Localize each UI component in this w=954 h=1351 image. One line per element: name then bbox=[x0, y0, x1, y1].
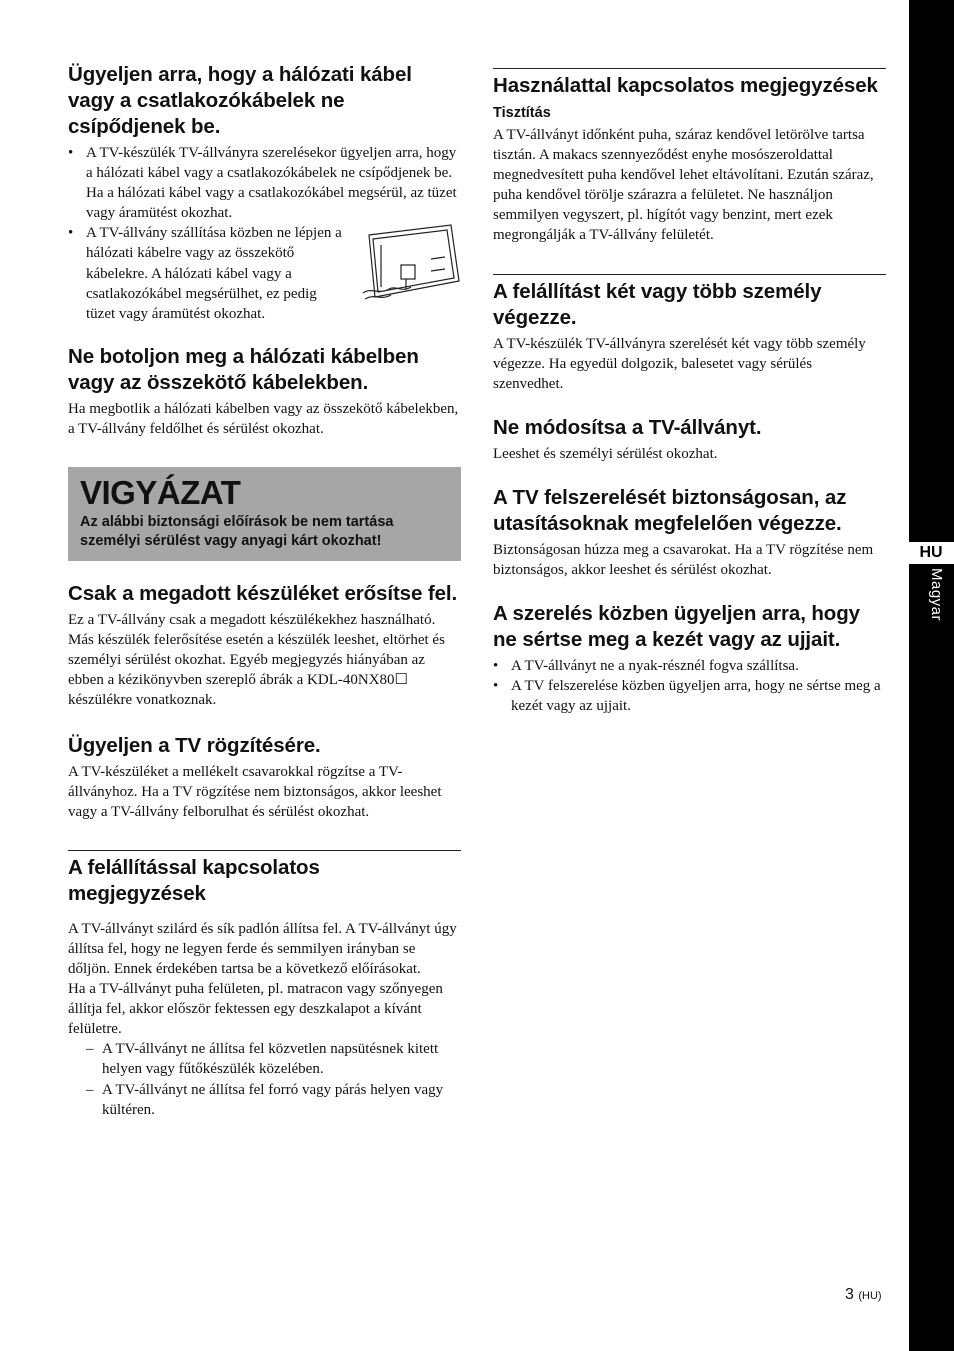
list-item: – A TV-állványt ne állítsa fel közvetlen napsütésnek kitett helyen vagy fűtőkészülék közelében. bbox=[86, 1039, 461, 1079]
language-name: Magyar bbox=[928, 568, 945, 622]
hand-injury-list bbox=[493, 656, 886, 716]
heading-safe-install: A TV felszerelését biztonságosan, az utasításoknak megfelelően végezze. bbox=[493, 485, 847, 535]
heading-trip-hazard: Ne botoljon meg a hálózati kábelben vagy az összekötő kábelekben. bbox=[68, 344, 419, 394]
installation-notes-p1: A TV-állványt szilárd és sík padlón állítsa fel. A TV-állványt úgy állítsa fel, hogy ne legyen ferde és semmilyen irányban se dőljön. Ennek érdekében tartsa be a következő előírásokat. bbox=[68, 920, 457, 977]
list-item-text: • A TV-állvány szállítása közben ne lépjen a hálózati kábelre vagy az összekötő kábelekre. A hálózati kábel vagy a csatlakozókábel megsérülhet, ez pedig tüzet vagy áramütést okozhat. bbox=[86, 225, 342, 322]
cleaning-text: A TV-állványt időnként puha, száraz kendővel letörölve tartsa tisztán. A makacs szennyeződést enyhe mosószeroldattal megnedvesített puha kendővel lehet eltávolítani. Ezután száraz, puha kendővel törölje szárazra a felületet. Ne használjon semmilyen vegyszert, pl. hígítót vagy benzint, mert ezek megrongálják a TV-állvány felületét. bbox=[493, 127, 874, 244]
list-item: – A TV-állványt ne állítsa fel forró vagy párás helyen vagy kültéren. bbox=[86, 1080, 461, 1120]
heading-two-persons: A felállítást két vagy több személy végezze. bbox=[493, 274, 886, 331]
list-item: • A TV felszerelése közben ügyeljen arra, hogy ne sértse meg a kezét vagy az ujjait. bbox=[493, 676, 886, 716]
page-number bbox=[845, 1286, 882, 1304]
left-column bbox=[68, 62, 461, 1120]
heading-cable-pinch: Ügyeljen arra, hogy a hálózati kábel vagy a csatlakozókábelek ne csípődjenek be. bbox=[68, 63, 412, 138]
tv-stand-cable-pinch-illustration bbox=[361, 223, 461, 303]
list-item: • A TV-állványt ne a nyak-résznél fogva szállítsa. bbox=[493, 656, 886, 676]
no-modify-text: Leeshet és személyi sérülést okozhat. bbox=[493, 445, 718, 462]
two-persons-text: A TV-készülék TV-állványra szerelését két vagy több személy végezze. Ha egyedül dolgozik, balesetet vagy sérülés szenvedhet. bbox=[493, 335, 866, 392]
trip-hazard-text: Ha megbotlik a hálózati kábelben vagy az összekötő kábelekben, a TV-állvány feldőlhet és sérülést okozhat. bbox=[68, 400, 459, 437]
installation-dash-list bbox=[86, 1039, 461, 1119]
heading-specified-device: Csak a megadott készüléket erősítse fel. bbox=[68, 582, 458, 606]
language-side-tab bbox=[909, 0, 954, 1351]
subheading-cleaning: Tisztítás bbox=[493, 105, 551, 121]
specified-device-text: Ez a TV-állvány csak a megadott készülékekhez használható. Más készülék felerősítése esetén a készülék leeshet, eltörhet és személyi sérülést okozhat. Egyéb megjegyzés hiányában az ebben a kézikönyvben szereplő ábrák a KDL-40NX80☐ készülékre vonatkoznak. bbox=[68, 612, 445, 709]
page-number-suffix: (HU) bbox=[858, 1290, 882, 1302]
list-item bbox=[68, 223, 461, 323]
heading-tv-fixing: Ügyeljen a TV rögzítésére. bbox=[68, 733, 321, 757]
heading-hand-injury: A szerelés közben ügyeljen arra, hogy ne sértse meg a kezét vagy az ujjait. bbox=[493, 602, 860, 652]
heading-no-modify: Ne módosítsa a TV-állványt. bbox=[493, 415, 762, 439]
heading-installation-notes: A felállítással kapcsolatos megjegyzések bbox=[68, 850, 461, 907]
caution-box bbox=[68, 467, 461, 561]
caution-title: VIGYÁZAT bbox=[80, 474, 241, 512]
right-column bbox=[493, 68, 886, 716]
tv-fixing-text: A TV-készüléket a mellékelt csavarokkal rögzítse a TV-állványhoz. Ha a TV rögzítése nem biztonságos, akkor leeshet vagy a TV-állvány felborulhat és sérülést okozhat. bbox=[68, 763, 442, 820]
cable-pinch-list bbox=[68, 143, 461, 324]
list-item: • A TV-készülék TV-állványra szerelésekor ügyeljen arra, hogy a hálózati kábel vagy a csatlakozókábelek ne csípődjenek be. Ha a hálózati kábel vagy a csatlakozókábel megsérül, az tüzet vagy áramütést okozhat. bbox=[68, 143, 461, 223]
installation-notes-p2: Ha a TV-állványt puha felületen, pl. matracon vagy szőnyegen állítja fel, akkor először fektessen egy deszkalapot a kívánt felületre. bbox=[68, 981, 443, 1038]
language-code: HU bbox=[908, 542, 954, 564]
safe-install-text: Biztonságosan húzza meg a csavarokat. Ha a TV rögzítése nem biztonságos, akkor leeshet és sérülést okozhat. bbox=[493, 541, 874, 579]
heading-usage-notes: Használattal kapcsolatos megjegyzések bbox=[493, 68, 886, 99]
caution-text: Az alábbi biztonsági előírások be nem tartása személyi sérülést vagy anyagi kárt okozhat! bbox=[80, 514, 394, 550]
page-number-value: 3 bbox=[845, 1286, 854, 1303]
